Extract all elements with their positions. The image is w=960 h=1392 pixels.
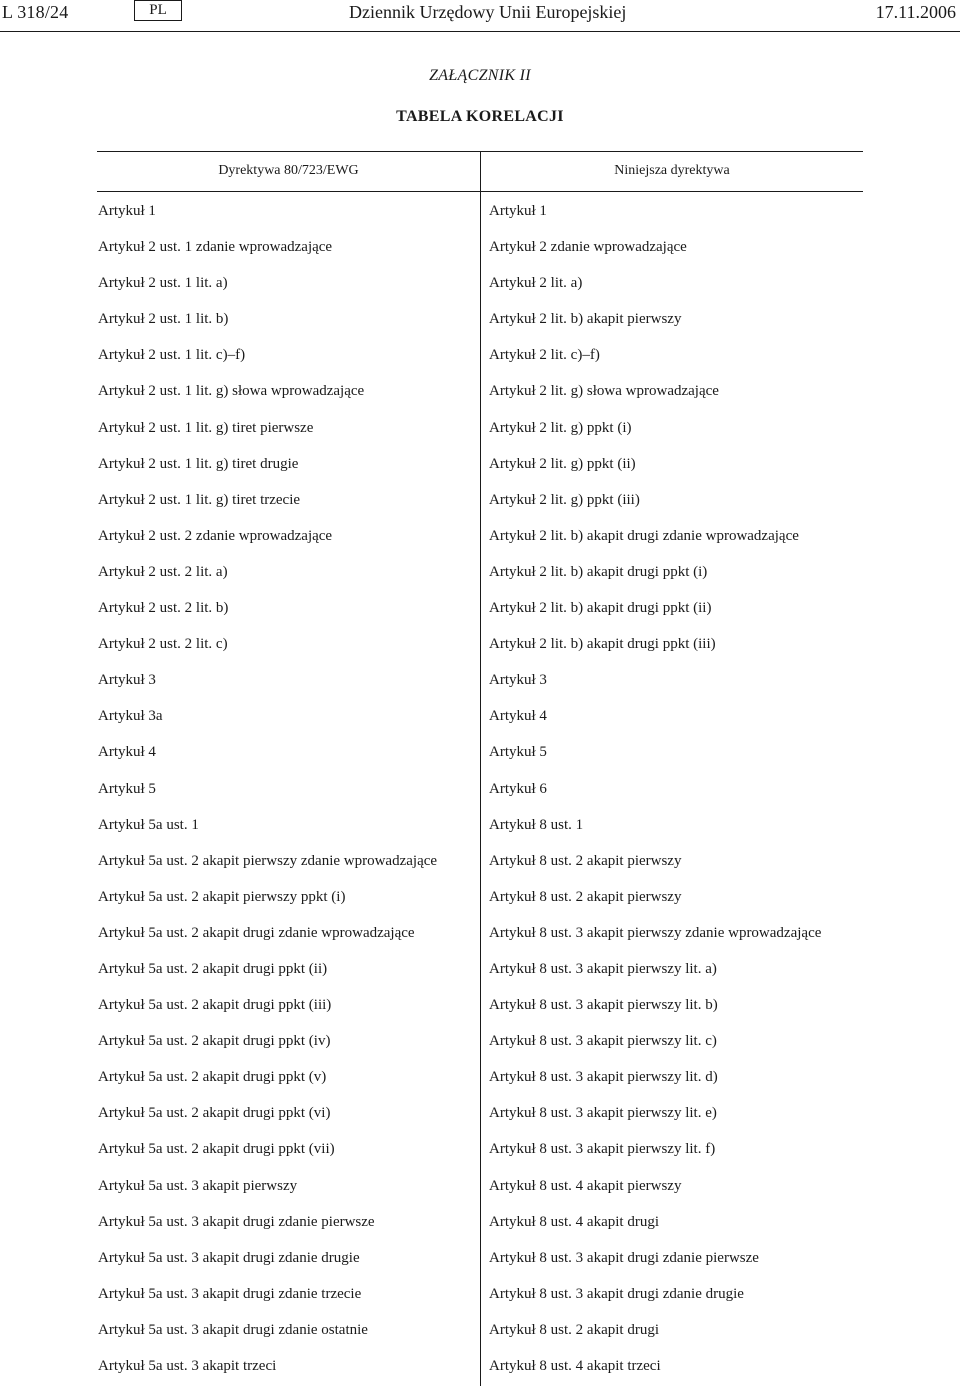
cell-new-directive: Artykuł 8 ust. 3 akapit pierwszy lit. c) (489, 1033, 717, 1050)
table-row (0, 598, 960, 634)
cell-old-directive: Artykuł 2 ust. 2 lit. c) (98, 636, 228, 653)
cell-new-directive: Artykuł 8 ust. 1 (489, 816, 584, 833)
cell-new-directive: Artykuł 8 ust. 4 akapit pierwszy (489, 1177, 682, 1194)
table-row (0, 779, 960, 815)
cell-new-directive: Artykuł 8 ust. 4 akapit drugi (489, 1213, 659, 1230)
cell-old-directive: Artykuł 5a ust. 2 akapit drugi ppkt (v) (98, 1069, 327, 1086)
cell-old-directive: Artykuł 5a ust. 2 akapit drugi ppkt (vi) (98, 1105, 331, 1122)
journal-title: Dziennik Urzędowy Unii Europejskiej (349, 2, 627, 22)
table-row (0, 454, 960, 490)
table-row (0, 634, 960, 670)
cell-new-directive: Artykuł 2 lit. b) akapit drugi ppkt (i) (489, 563, 708, 580)
header-divider (0, 31, 960, 32)
cell-new-directive: Artykuł 8 ust. 4 akapit trzeci (489, 1358, 661, 1374)
table-row (0, 201, 960, 237)
table-row (0, 742, 960, 778)
table-row (0, 851, 960, 887)
cell-new-directive: Artykuł 2 lit. g) ppkt (iii) (489, 491, 640, 508)
cell-new-directive: Artykuł 8 ust. 3 akapit pierwszy lit. d) (489, 1069, 718, 1086)
cell-new-directive: Artykuł 6 (489, 780, 547, 797)
table-row (0, 959, 960, 995)
cell-new-directive: Artykuł 8 ust. 2 akapit pierwszy (489, 888, 682, 905)
table-row (0, 345, 960, 381)
column-header-right: Niniejsza dyrektywa (614, 163, 730, 178)
cell-new-directive: Artykuł 8 ust. 3 akapit drugi zdanie pierwsze (489, 1249, 759, 1266)
table-row (0, 1284, 960, 1320)
table-row (0, 237, 960, 273)
table-row (0, 418, 960, 454)
table-row (0, 815, 960, 851)
cell-old-directive: Artykuł 5a ust. 2 akapit drugi ppkt (iv) (98, 1033, 331, 1050)
cell-old-directive: Artykuł 2 ust. 2 lit. b) (98, 600, 229, 617)
journal-header (0, 0, 960, 32)
table-row (0, 1212, 960, 1248)
cell-old-directive: Artykuł 5a ust. 2 akapit drugi ppkt (ii) (98, 960, 328, 977)
table-row (0, 1248, 960, 1284)
table-row (0, 887, 960, 923)
table-row (0, 1320, 960, 1356)
cell-old-directive: Artykuł 5a ust. 3 akapit drugi zdanie ostatnie (98, 1321, 368, 1338)
cell-old-directive: Artykuł 5a ust. 3 akapit drugi zdanie drugie (98, 1249, 360, 1266)
language-badge: PL (134, 0, 182, 21)
cell-old-directive: Artykuł 2 ust. 1 lit. a) (98, 275, 228, 292)
table-row (0, 490, 960, 526)
cell-old-directive: Artykuł 5a ust. 2 akapit drugi zdanie wprowadzające (98, 924, 415, 941)
cell-old-directive: Artykuł 2 ust. 1 lit. g) tiret trzecie (98, 491, 301, 508)
table-row (0, 923, 960, 959)
cell-old-directive: Artykuł 5a ust. 2 akapit pierwszy zdanie wprowadzające (98, 852, 438, 869)
table-row (0, 381, 960, 417)
journal-reference: L 318/24 (2, 2, 69, 22)
cell-new-directive: Artykuł 2 lit. b) akapit pierwszy (489, 311, 682, 328)
cell-new-directive: Artykuł 2 zdanie wprowadzające (489, 239, 687, 256)
cell-new-directive: Artykuł 2 lit. b) akapit drugi zdanie wprowadzające (489, 527, 799, 544)
cell-old-directive: Artykuł 1 (98, 203, 156, 219)
table-title: TABELA KORELACJI (396, 108, 564, 125)
cell-new-directive: Artykuł 2 lit. g) ppkt (i) (489, 419, 632, 436)
cell-old-directive: Artykuł 2 ust. 1 lit. c)–f) (98, 347, 246, 364)
cell-old-directive: Artykuł 2 ust. 1 lit. g) słowa wprowadzające (98, 383, 365, 400)
table-row (0, 526, 960, 562)
table-row (0, 562, 960, 598)
cell-new-directive: Artykuł 5 (489, 744, 547, 761)
cell-new-directive: Artykuł 2 lit. a) (489, 275, 583, 292)
cell-old-directive: Artykuł 5a ust. 3 akapit drugi zdanie trzecie (98, 1285, 362, 1302)
cell-old-directive: Artykuł 3 (98, 672, 156, 689)
cell-old-directive: Artykuł 2 ust. 1 lit. b) (98, 311, 229, 328)
table-row (0, 706, 960, 742)
cell-new-directive: Artykuł 8 ust. 2 akapit pierwszy (489, 852, 682, 869)
table-row (0, 670, 960, 706)
cell-old-directive: Artykuł 5a ust. 2 akapit drugi ppkt (iii) (98, 997, 332, 1014)
table-row (0, 1139, 960, 1175)
cell-new-directive: Artykuł 8 ust. 3 akapit pierwszy lit. f) (489, 1141, 716, 1158)
table-row (0, 1176, 960, 1212)
cell-old-directive: Artykuł 5a ust. 3 akapit pierwszy (98, 1177, 298, 1194)
cell-new-directive: Artykuł 8 ust. 3 akapit pierwszy lit. e) (489, 1105, 717, 1122)
cell-old-directive: Artykuł 3a (98, 708, 163, 725)
cell-old-directive: Artykuł 5a ust. 3 akapit trzeci (98, 1358, 277, 1374)
cell-old-directive: Artykuł 5a ust. 1 (98, 816, 199, 833)
table-row (0, 1067, 960, 1103)
cell-old-directive: Artykuł 2 ust. 1 zdanie wprowadzające (98, 239, 333, 256)
cell-new-directive: Artykuł 8 ust. 2 akapit drugi (489, 1321, 659, 1338)
table-row (0, 995, 960, 1031)
cell-new-directive: Artykuł 4 (489, 708, 547, 725)
cell-old-directive: Artykuł 5a ust. 2 akapit drugi ppkt (vii) (98, 1141, 335, 1158)
annex-title: ZAŁĄCZNIK II (429, 67, 531, 84)
publication-date: 17.11.2006 (875, 2, 956, 22)
cell-old-directive: Artykuł 5a ust. 3 akapit drugi zdanie pierwsze (98, 1213, 375, 1230)
cell-new-directive: Artykuł 2 lit. c)–f) (489, 347, 600, 364)
correlation-table-body (0, 201, 960, 1392)
table-row (0, 273, 960, 309)
cell-old-directive: Artykuł 5 (98, 780, 156, 797)
table-row (0, 1031, 960, 1067)
cell-new-directive: Artykuł 2 lit. g) słowa wprowadzające (489, 383, 719, 400)
cell-old-directive: Artykuł 2 ust. 1 lit. g) tiret pierwsze (98, 419, 314, 436)
cell-new-directive: Artykuł 8 ust. 3 akapit pierwszy zdanie wprowadzające (489, 924, 822, 941)
cell-new-directive: Artykuł 8 ust. 3 akapit pierwszy lit. b) (489, 997, 718, 1014)
column-header-left: Dyrektywa 80/723/EWG (218, 163, 359, 178)
cell-new-directive: Artykuł 1 (489, 203, 547, 219)
cell-new-directive: Artykuł 2 lit. b) akapit drugi ppkt (ii) (489, 600, 712, 617)
cell-new-directive: Artykuł 2 lit. g) ppkt (ii) (489, 455, 636, 472)
cell-new-directive: Artykuł 2 lit. b) akapit drugi ppkt (iii) (489, 636, 716, 653)
cell-old-directive: Artykuł 5a ust. 2 akapit pierwszy ppkt (i) (98, 888, 346, 905)
table-row (0, 309, 960, 345)
cell-new-directive: Artykuł 8 ust. 3 akapit pierwszy lit. a) (489, 960, 717, 977)
cell-old-directive: Artykuł 2 ust. 1 lit. g) tiret drugie (98, 455, 299, 472)
table-row (0, 1356, 960, 1392)
cell-new-directive: Artykuł 8 ust. 3 akapit drugi zdanie drugie (489, 1285, 744, 1302)
cell-old-directive: Artykuł 2 ust. 2 lit. a) (98, 563, 228, 580)
cell-old-directive: Artykuł 2 ust. 2 zdanie wprowadzające (98, 527, 333, 544)
cell-old-directive: Artykuł 4 (98, 744, 156, 761)
cell-new-directive: Artykuł 3 (489, 672, 547, 689)
table-row (0, 1103, 960, 1139)
